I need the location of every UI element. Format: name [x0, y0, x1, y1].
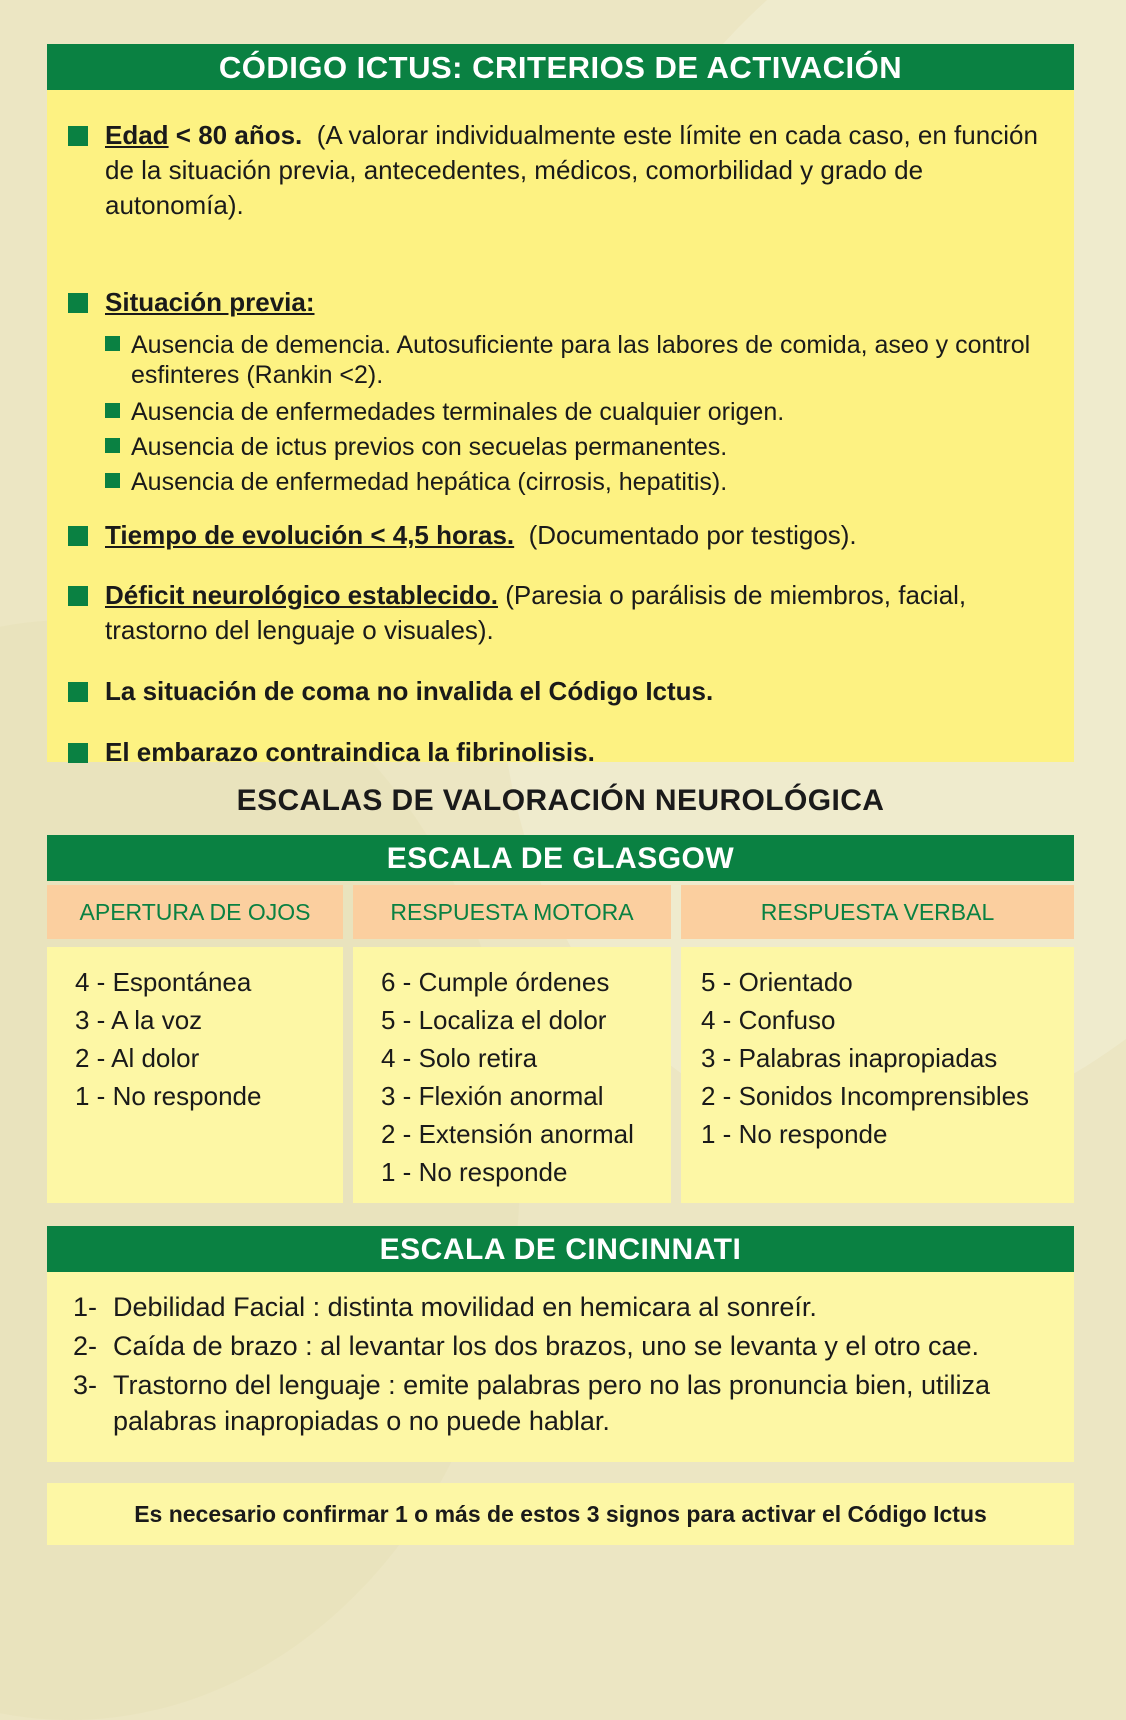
activation-criteria-section [47, 44, 1074, 767]
scale-item: 1 - No responde [381, 1157, 568, 1187]
criterion-embarazo [68, 735, 1044, 770]
sub-criterion [105, 330, 1044, 390]
item-number: 1- [73, 1292, 98, 1322]
criterion-label: Edad [105, 120, 169, 150]
scale-item: 5 - Localiza el dolor [381, 1005, 607, 1035]
column-body [47, 947, 343, 1203]
sub-criterion-text: Ausencia de enfermedad hepática (cirrosis, hepatitis). [131, 468, 728, 496]
sub-criterion-text: Ausencia de demencia. Autosuficiente para las labores de comida, aseo y control esfinteres (Rankin <2). [131, 331, 1031, 389]
activation-note: Es necesario confirmar 1 o más de estos 3 signos para activar el Código Ictus [47, 1483, 1074, 1545]
criterion-deficit [68, 578, 1044, 648]
item-text-continued: palabras inapropiadas o no puede hablar. [113, 1406, 610, 1436]
column-header: APERTURA DE OJOS [47, 885, 343, 939]
bullet-square-icon [68, 682, 88, 702]
bullet-square-icon [105, 438, 120, 453]
scale-item: 3 - Flexión anormal [381, 1081, 604, 1111]
criterion-label: Tiempo de evolución < 4,5 horas. [105, 520, 515, 550]
item-text: Caída de brazo : al levantar los dos brazos, uno se levanta y el otro cae. [113, 1331, 980, 1361]
item-number: 3- [73, 1370, 98, 1400]
glasgow-column-motor [353, 885, 671, 1203]
scale-item: 3 - Palabras inapropiadas [701, 1043, 998, 1073]
criterion-text: (Documentado por testigos). [528, 520, 857, 550]
criterion-label: El embarazo contraindica la fibrinolisis. [105, 737, 595, 767]
criterion-coma [68, 674, 1044, 709]
glasgow-scale [47, 835, 1074, 1203]
column-header: RESPUESTA MOTORA [353, 885, 671, 939]
criteria-panel [47, 90, 1074, 767]
bullet-square-icon [68, 586, 88, 606]
bullet-square-icon [68, 526, 88, 546]
section-title: CÓDIGO ICTUS: CRITERIOS DE ACTIVACIÓN [47, 44, 1074, 90]
criterion-situacion [68, 285, 1044, 320]
item-text: Trastorno del lenguaje : emite palabras pero no las pronuncia bien, utiliza [113, 1370, 991, 1400]
scale-item: 6 - Cumple órdenes [381, 967, 610, 997]
item-number: 2- [73, 1331, 98, 1361]
bullet-square-icon [68, 293, 88, 313]
scale-item: 4 - Solo retira [381, 1043, 538, 1073]
scale-item: 5 - Orientado [701, 967, 853, 997]
cincinnati-scale [47, 1226, 1074, 1462]
scale-item: 1 - No responde [75, 1081, 262, 1111]
scale-item: 2 - Al dolor [75, 1043, 200, 1073]
criterion-label: Déficit neurológico establecido. [105, 580, 498, 610]
sub-criterion [105, 432, 1044, 462]
scale-item: 2 - Sonidos Incomprensibles [701, 1081, 1030, 1111]
sub-criterion [105, 397, 1044, 427]
bullet-square-icon [68, 743, 88, 763]
scales-title: ESCALAS DE VALORACIÓN NEUROLÓGICA [236, 784, 885, 817]
glasgow-column-verbal [681, 885, 1074, 1203]
sub-criterion-text: Ausencia de ictus previos con secuelas permanentes. [131, 433, 728, 461]
sub-criterion [105, 467, 1044, 497]
scale-item: 4 - Confuso [701, 1005, 836, 1035]
column-body [681, 947, 1074, 1203]
criterion-tiempo [68, 518, 1044, 553]
criterion-edad [68, 118, 1044, 223]
scale-item: 4 - Espontánea [75, 967, 252, 997]
column-header: RESPUESTA VERBAL [681, 885, 1074, 939]
sub-criterion-text: Ausencia de enfermedades terminales de cualquier origen. [131, 398, 785, 426]
glasgow-column-eyes [47, 885, 343, 1203]
scale-item: 2 - Extensión anormal [381, 1119, 634, 1149]
bullet-square-icon [105, 473, 120, 488]
item-text: Debilidad Facial : distinta movilidad en hemicara al sonreír. [113, 1292, 817, 1322]
cincinnati-item [73, 1366, 1054, 1437]
cincinnati-title: ESCALA DE CINCINNATI [47, 1226, 1074, 1272]
criterion-label: La situación de coma no invalida el Código Ictus. [105, 676, 714, 706]
column-body [353, 947, 671, 1203]
cincinnati-item [73, 1288, 1054, 1327]
scale-item: 3 - A la voz [75, 1005, 203, 1035]
criterion-label: Situación previa: [105, 287, 315, 317]
glasgow-title: ESCALA DE GLASGOW [47, 835, 1074, 881]
bullet-square-icon [105, 336, 120, 351]
scale-item: 1 - No responde [701, 1119, 888, 1149]
cincinnati-panel [47, 1272, 1074, 1462]
criterion-text: (Paresia o parálisis de miembros, facial, trastorno del lenguaje o visuales). [105, 580, 967, 645]
criterion-value: < 80 años. [168, 120, 303, 150]
criterion-text: (A valorar individualmente este límite en cada caso, en función de la situación previa, antecedentes, médicos, comorbilidad y grado de autonomía). [105, 120, 1038, 220]
cincinnati-item [73, 1327, 1054, 1366]
bullet-square-icon [68, 126, 88, 146]
bullet-square-icon [105, 403, 120, 418]
